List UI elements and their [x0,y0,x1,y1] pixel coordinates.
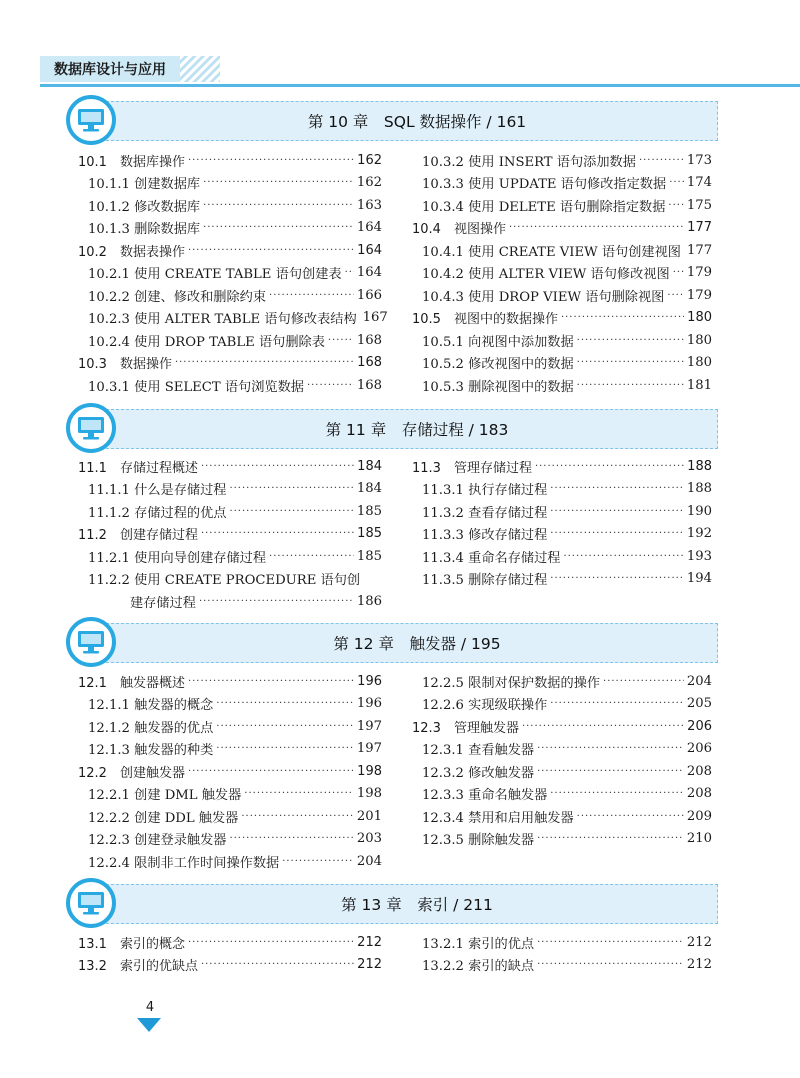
dot-leader [577,335,684,346]
entry-label: 10.2.4 使用 DROP TABLE 语句删除表 [88,334,325,350]
dot-leader [522,721,684,732]
toc-section-entry[interactable] [78,239,382,262]
dot-leader [667,290,684,301]
entry-label: 12.1.3 触发器的种类 [88,743,214,759]
book-title: 数据库设计与应用 [40,56,212,82]
dot-leader [535,461,684,472]
dot-leader [639,155,684,166]
dot-leader [203,222,354,233]
dot-leader [203,200,354,211]
entry-label: 11.3.4 重命名存储过程 [422,550,561,566]
entry-page: 197 [356,741,382,757]
dot-leader [269,551,354,562]
dot-leader [550,528,684,539]
entry-label: 12.2.4 限制非工作时间操作数据 [88,855,280,871]
entry-page: 181 [686,377,712,393]
toc-section-entry[interactable] [78,760,382,783]
dot-leader [537,766,684,777]
entry-label: 12.2.3 创建登录触发器 [88,833,227,849]
toc-column-right [412,149,712,397]
dot-leader [673,267,684,278]
toc-subsection-entry[interactable] [78,805,382,828]
entry-label: 11.3.1 执行存储过程 [422,483,548,499]
toc-subsection-entry[interactable] [78,545,382,568]
entry-page: 173 [686,152,712,168]
entry-label: 10.3.3 使用 UPDATE 语句修改指定数据 [422,177,667,193]
toc-subsection-entry[interactable] [412,738,712,761]
dot-leader [188,155,354,166]
entry-page: 164 [356,265,382,281]
toc-section-entry[interactable] [412,307,712,330]
toc-subsection-entry[interactable] [78,590,382,613]
toc-column-left [78,670,382,873]
toc-subsection-entry[interactable] [78,850,382,873]
chapter-title: 第 13 章 索引 / 211 [341,896,493,914]
toc-column-left [78,931,382,976]
dot-leader [203,177,354,188]
dot-leader [229,506,353,517]
dot-leader [282,856,354,867]
toc-subsection-entry[interactable] [78,478,382,501]
entry-label: 11.1.1 什么是存储过程 [88,483,227,499]
toc-subsection-entry[interactable] [78,194,382,217]
toc-section-entry[interactable] [412,715,712,738]
entry-label: 13.2.2 索引的缺点 [422,959,535,975]
toc-subsection-entry[interactable] [412,954,712,977]
chapter-title: 第 12 章 触发器 / 195 [333,635,501,653]
entry-page: 184 [357,458,382,474]
toc-subsection-entry[interactable] [78,783,382,806]
toc-section-entry[interactable] [412,217,712,240]
entry-label: 12.2.6 实现级联操作 [422,698,548,714]
entry-label: 12.3 管理触发器 [412,720,519,736]
dot-leader [537,937,684,948]
running-header [0,56,800,86]
dot-leader [201,461,354,472]
toc-subsection-entry[interactable] [78,738,382,761]
dot-leader [188,766,354,777]
entry-label: 11.3.2 查看存储过程 [422,505,548,521]
entry-label: 11.1 存储过程概述 [78,460,198,476]
toc-subsection-entry[interactable] [412,239,712,262]
entry-page: 192 [686,526,712,542]
dot-leader [216,743,354,754]
toc-subsection-entry[interactable] [412,149,712,172]
entry-page: 206 [687,718,712,734]
dot-leader [188,245,354,256]
toc-subsection-entry[interactable] [412,760,712,783]
entry-label: 10.4.3 使用 DROP VIEW 语句删除视图 [422,289,665,305]
entry-page: 180 [686,332,712,348]
toc-column-right [412,931,712,976]
entry-page: 197 [356,718,382,734]
entry-page: 175 [686,197,712,213]
dot-leader [577,380,684,391]
entry-label: 12.1.2 触发器的优点 [88,720,214,736]
entry-page: 164 [357,242,382,258]
toc-subsection-entry[interactable] [412,478,712,501]
toc-column-right [412,670,712,850]
chapter-heading [76,101,718,141]
dot-leader [229,483,353,494]
entry-label: 12.2.1 创建 DML 触发器 [88,788,242,804]
toc-subsection-entry[interactable] [78,715,382,738]
entry-page: 164 [356,220,382,236]
entry-page: 203 [356,831,382,847]
entry-label: 10.3 数据操作 [78,357,172,373]
entry-label: 11.3 管理存储过程 [412,460,532,476]
entry-page: 209 [686,808,712,824]
entry-label: 13.1 索引的概念 [78,936,185,952]
entry-label: 12.2.2 创建 DDL 触发器 [88,810,239,826]
entry-page: 204 [356,853,382,869]
entry-label: 12.3.1 查看触发器 [422,743,535,759]
entry-page: 208 [686,763,712,779]
dot-leader [328,335,354,346]
entry-page: 177 [687,242,713,258]
entry-page: 198 [357,763,382,779]
entry-page: 208 [686,786,712,802]
chapter-heading [76,409,718,449]
chapter-heading [76,623,718,663]
toc-subsection-entry[interactable] [412,352,712,375]
entry-label: 10.1.1 创建数据库 [88,177,201,193]
entry-label: 10.3.1 使用 SELECT 语句浏览数据 [88,379,304,395]
entry-label: 10.5 视图中的数据操作 [412,312,558,328]
entry-page: 162 [357,152,382,168]
entry-label: 11.1.2 存储过程的优点 [88,505,227,521]
toc-subsection-entry[interactable] [412,523,712,546]
dot-leader [244,788,354,799]
dot-leader [201,959,354,970]
entry-label: 10.1.3 删除数据库 [88,222,201,238]
entry-label: 12.1.1 触发器的概念 [88,698,214,714]
dot-leader [550,573,684,584]
entry-label: 10.5.3 删除视图中的数据 [422,379,574,395]
chapter-title: 第 10 章 SQL 数据操作 / 161 [307,113,527,131]
entry-label: 13.2.1 索引的优点 [422,936,535,952]
dot-leader [537,743,684,754]
entry-label: 10.2 数据表操作 [78,244,185,260]
page-marker-triangle-icon [137,1018,161,1032]
entry-page: 205 [686,696,712,712]
entry-label: 11.3.3 修改存储过程 [422,528,548,544]
entry-page: 210 [686,831,712,847]
entry-page: 179 [686,265,712,281]
entry-page: 193 [686,548,712,564]
entry-page: 180 [687,310,712,326]
entry-page: 168 [356,377,382,393]
dot-leader [188,937,354,948]
entry-page: 212 [686,934,712,950]
dot-leader [550,698,684,709]
entry-page: 167 [362,310,388,326]
chapter-heading [76,884,718,924]
toc-subsection-entry[interactable] [412,931,712,954]
entry-label: 11.2.2 使用 CREATE PROCEDURE 语句创 [88,573,361,589]
entry-label: 10.1 数据库操作 [78,154,185,170]
entry-page: 174 [686,175,712,191]
toc-subsection-entry[interactable] [78,307,388,330]
entry-label: 13.2 索引的优缺点 [78,959,198,975]
toc-subsection-entry[interactable] [412,693,712,716]
entry-label: 12.3.2 修改触发器 [422,765,535,781]
toc-column-left [78,455,382,613]
dot-leader [561,312,684,323]
dot-leader [509,222,684,233]
entry-page: 196 [356,696,382,712]
toc-section-entry[interactable] [78,931,382,954]
dot-leader [550,506,684,517]
entry-page: 168 [356,332,382,348]
toc-section-entry[interactable] [78,954,382,977]
toc-section-entry[interactable] [78,352,382,375]
entry-page: 185 [356,503,382,519]
entry-page: 177 [687,220,712,236]
toc-subsection-entry[interactable] [78,693,382,716]
toc-subsection-entry[interactable] [412,805,712,828]
toc-section-entry[interactable] [78,523,382,546]
entry-label: 11.3.5 删除存储过程 [422,573,548,589]
toc-section-entry[interactable] [78,670,382,693]
entry-label: 12.3.5 删除触发器 [422,833,535,849]
entry-page: 204 [686,673,712,689]
toc-subsection-entry[interactable] [78,500,382,523]
toc-subsection-entry[interactable] [412,670,712,693]
toc-subsection-entry[interactable] [412,500,712,523]
entry-label: 建存储过程 [130,595,196,611]
entry-label: 12.2.5 限制对保护数据的操作 [422,675,601,691]
dot-leader [269,290,354,301]
dot-leader [563,551,683,562]
toc-subsection-entry[interactable] [412,329,712,352]
entry-page: 212 [357,957,382,973]
dot-leader [175,357,354,368]
toc-subsection-entry[interactable] [78,284,382,307]
entry-page: 188 [686,481,712,497]
toc-section-entry[interactable] [412,455,712,478]
entry-page: 162 [356,175,382,191]
entry-label: 10.2.2 创建、修改和删除约束 [88,289,267,305]
entry-page: 206 [686,741,712,757]
entry-label: 10.4 视图操作 [412,222,506,238]
entry-label: 10.5.2 修改视图中的数据 [422,357,574,373]
toc-subsection-entry[interactable] [412,545,712,568]
toc-subsection-entry[interactable] [78,262,382,285]
header-stripes [180,56,220,82]
entry-label: 10.3.4 使用 DELETE 语句删除指定数据 [422,199,666,215]
toc-subsection-entry[interactable] [78,828,382,851]
entry-label: 12.3.4 禁用和启用触发器 [422,810,574,826]
toc-section-entry[interactable] [78,149,382,172]
entry-page: 201 [356,808,382,824]
entry-page: 180 [686,355,712,371]
entry-label: 12.1 触发器概述 [78,675,185,691]
toc-subsection-entry[interactable] [412,374,712,397]
header-rule [40,84,800,87]
entry-label: 10.4.1 使用 CREATE VIEW 语句创建视图 [422,244,681,260]
entry-page: 186 [356,593,382,609]
entry-page: 179 [686,287,712,303]
dot-leader [201,528,354,539]
dot-leader [669,177,684,188]
entry-label: 10.3.2 使用 INSERT 语句添加数据 [422,154,636,170]
page-number: 4 [145,1000,155,1015]
dot-leader [307,380,354,391]
toc-subsection-entry[interactable] [412,828,712,851]
chapter-title: 第 11 章 存储过程 / 183 [325,421,509,439]
entry-page: 185 [356,548,382,564]
toc-subsection-entry[interactable] [78,172,382,195]
dot-leader [216,721,354,732]
entry-label: 11.2.1 使用向导创建存储过程 [88,550,267,566]
entry-page: 198 [356,786,382,802]
toc-subsection-entry[interactable] [78,374,382,397]
toc-subsection-entry[interactable] [412,194,712,217]
dot-leader [550,483,684,494]
entry-page: 196 [357,673,382,689]
dot-leader [241,811,353,822]
dot-leader [216,698,354,709]
toc-subsection-entry[interactable] [412,783,712,806]
entry-page: 194 [686,571,712,587]
entry-label: 10.4.2 使用 ALTER VIEW 语句修改视图 [422,267,670,283]
entry-label: 10.5.1 向视图中添加数据 [422,334,574,350]
entry-label: 10.2.3 使用 ALTER TABLE 语句修改表结构 [88,312,357,328]
toc-subsection-entry[interactable] [78,217,382,240]
dot-leader [188,676,354,687]
dot-leader [550,788,684,799]
toc-subsection-entry[interactable] [78,568,382,591]
toc-column-left [78,149,388,397]
dot-leader [537,959,684,970]
entry-label: 12.2 创建触发器 [78,765,185,781]
toc-subsection-entry[interactable] [412,568,712,591]
toc-section-entry[interactable] [78,455,382,478]
dot-leader [668,200,683,211]
entry-page: 166 [356,287,382,303]
entry-page: 168 [357,355,382,371]
dot-leader [577,811,684,822]
entry-label: 10.2.1 使用 CREATE TABLE 语句创建表 [88,267,342,283]
toc-subsection-entry[interactable] [412,284,712,307]
entry-page: 184 [356,481,382,497]
entry-label: 10.1.2 修改数据库 [88,199,201,215]
dot-leader [577,357,684,368]
entry-page: 185 [357,526,382,542]
toc-subsection-entry[interactable] [412,262,712,285]
dot-leader [229,833,353,844]
dot-leader [345,267,354,278]
dot-leader [199,596,354,607]
entry-page: 212 [686,957,712,973]
toc-subsection-entry[interactable] [412,172,712,195]
entry-page: 188 [687,458,712,474]
entry-page: 163 [356,197,382,213]
entry-page: 212 [357,934,382,950]
toc-subsection-entry[interactable] [78,329,382,352]
toc-column-right [412,455,712,590]
entry-label: 11.2 创建存储过程 [78,528,198,544]
dot-leader [603,676,684,687]
entry-label: 12.3.3 重命名触发器 [422,788,548,804]
dot-leader [537,833,684,844]
entry-page: 190 [686,503,712,519]
